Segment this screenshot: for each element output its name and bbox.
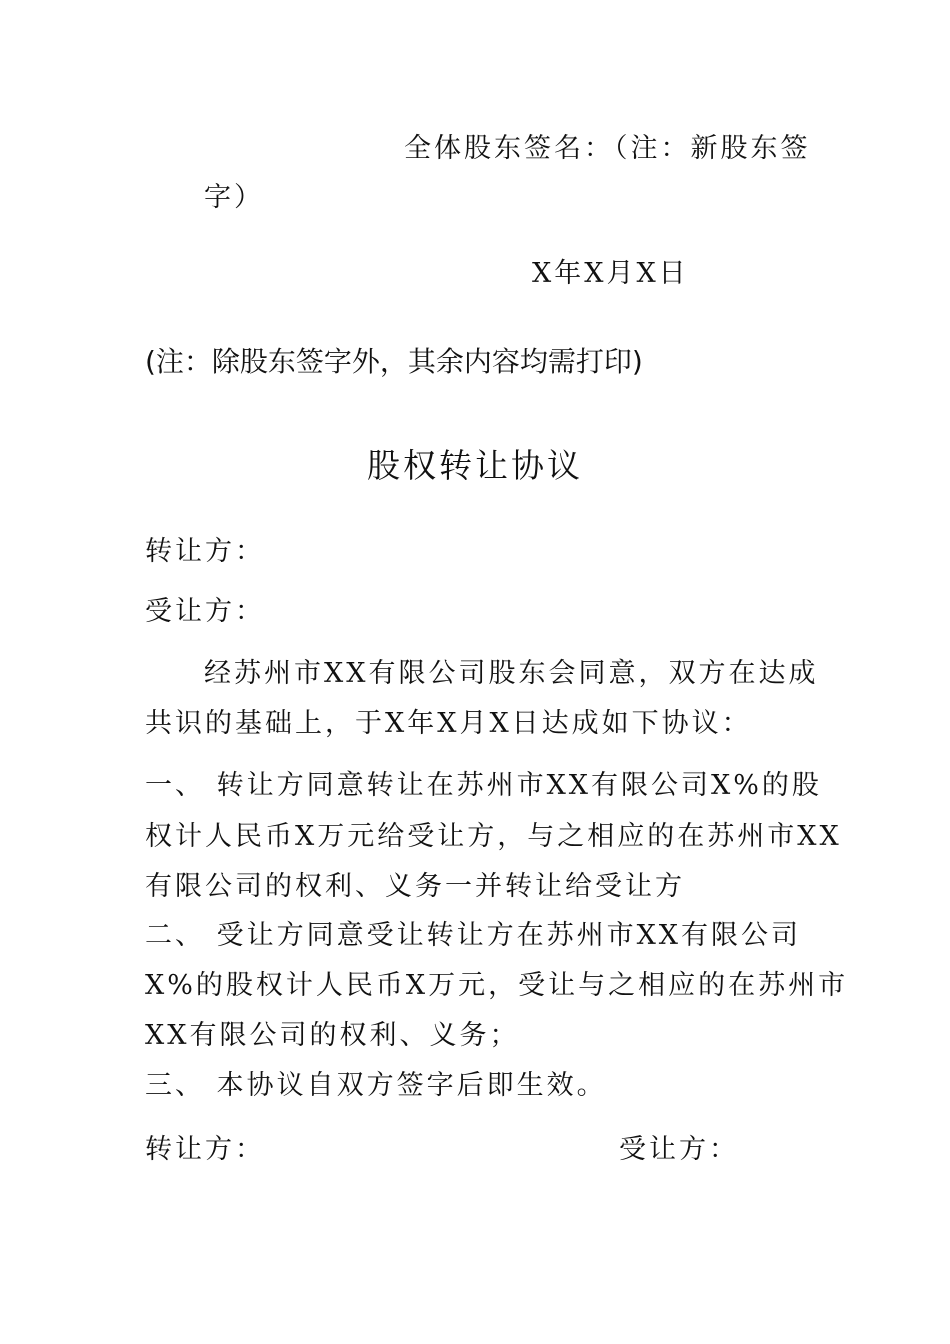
print-note: (注：除股东签字外，其余内容均需打印) [145,345,643,378]
clause-1-line-2: 权计人民币X万元给受让方，与之相应的在苏州市XX [145,821,842,852]
clause-1-line-3: 有限公司的权利、义务一并转让给受让方 [145,871,685,902]
date-line: X年X月X日 [532,258,689,289]
transferee-label: 受让方： [145,596,265,627]
clause-2-line-1: 二、 受让方同意受让转让方在苏州市XX有限公司 [145,920,802,951]
shareholder-signature-line-1: 全体股东签名：（注：新股东签 [404,133,811,164]
transferor-signature-label: 转让方： [145,1134,265,1165]
agreement-title: 股权转让协议 [367,446,583,485]
transferor-label: 转让方： [145,536,265,567]
transferee-signature-label: 受让方： [619,1134,739,1165]
clause-2-line-3: XX有限公司的权利、义务； [145,1020,520,1051]
shareholder-signature-line-2: 字） [204,182,264,213]
intro-line-2: 共识的基础上，于X年X月X日达成如下协议： [145,708,752,739]
clause-2-line-2: X%的股权计人民币X万元，受让与之相应的在苏州市 [145,970,849,1001]
clause-3-line-1: 三、 本协议自双方签字后即生效。 [145,1070,607,1101]
clause-1-line-1: 一、 转让方同意转让在苏州市XX有限公司X%的股 [145,770,822,801]
intro-line-1: 经苏州市XX有限公司股东会同意，双方在达成 [204,658,819,689]
